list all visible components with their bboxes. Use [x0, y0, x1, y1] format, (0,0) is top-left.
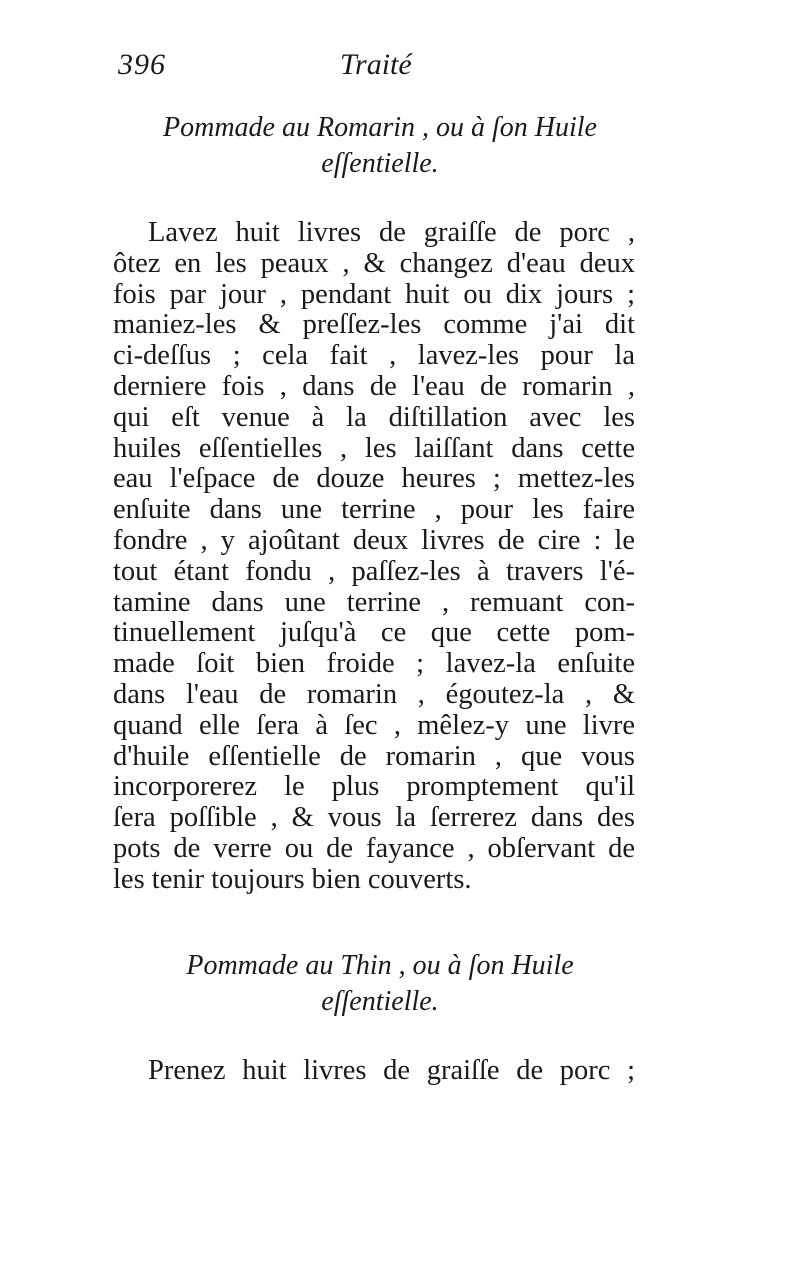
text-line: qui eſt venue à la diſtillation avec les: [113, 401, 635, 433]
text-line: Lavez huit livres de graiſſe de porc ,: [148, 217, 635, 248]
text-line: eau l'eſpace de douze heures ; mettez-les: [113, 463, 635, 495]
paragraph-romarin: [113, 218, 635, 896]
text-line: huiles eſſentielles , les laiſſant dans cette: [113, 432, 635, 464]
running-head: [118, 48, 648, 88]
heading-line: Pommade au Thin , ou à ſon Huile: [186, 950, 574, 981]
section-heading-thin: [110, 948, 650, 1020]
text-line: made ſoit bien froide ; lavez-la enſuite: [113, 648, 635, 680]
heading-line: eſſentielle.: [321, 986, 439, 1017]
text-line: Prenez huit livres de graiſſe de porc ;: [148, 1055, 635, 1086]
text-line: quand elle ſera à ſec , mêlez-y une livre: [113, 709, 635, 741]
text-line: fois par jour , pendant huit ou dix jours ;: [113, 278, 635, 310]
text-line: tout étant fondu , paſſez-les à travers l'é-: [113, 555, 635, 587]
paragraph-thin: [113, 1056, 635, 1087]
text-line: derniere fois , dans de l'eau de romarin ,: [113, 370, 635, 402]
text-line: tamine dans une terrine , remuant con-: [113, 586, 635, 618]
text-line: tinuellement juſqu'à ce que cette pom-: [113, 617, 635, 649]
text-line: ſera poſſible , & vous la ſerrerez dans des: [113, 802, 635, 834]
text-line: incorporerez le plus promptement qu'il: [113, 771, 635, 803]
text-line: dans l'eau de romarin , égoutez-la , &: [113, 678, 635, 710]
text-line: ôtez en les peaux , & changez d'eau deux: [113, 247, 635, 279]
running-title: Traité: [340, 48, 412, 81]
text-line: pots de verre ou de fayance , obſervant de: [113, 832, 635, 864]
text-line: d'huile eſſentielle de romarin , que vous: [113, 740, 635, 772]
heading-line: Pommade au Romarin , ou à ſon Huile: [163, 112, 597, 143]
heading-line: eſſentielle.: [321, 148, 439, 179]
text-line: fondre , y ajoûtant deux livres de cire : le: [113, 524, 635, 556]
page-number: 396: [118, 48, 166, 81]
text-line: les tenir toujours bien couverts.: [113, 863, 472, 895]
text-line: maniez-les & preſſez-les comme j'ai dit: [113, 309, 635, 341]
text-line: enſuite dans une terrine , pour les faire: [113, 494, 635, 526]
section-heading-romarin: [110, 110, 650, 182]
text-line: ci-deſſus ; cela fait , lavez-les pour la: [113, 340, 635, 372]
